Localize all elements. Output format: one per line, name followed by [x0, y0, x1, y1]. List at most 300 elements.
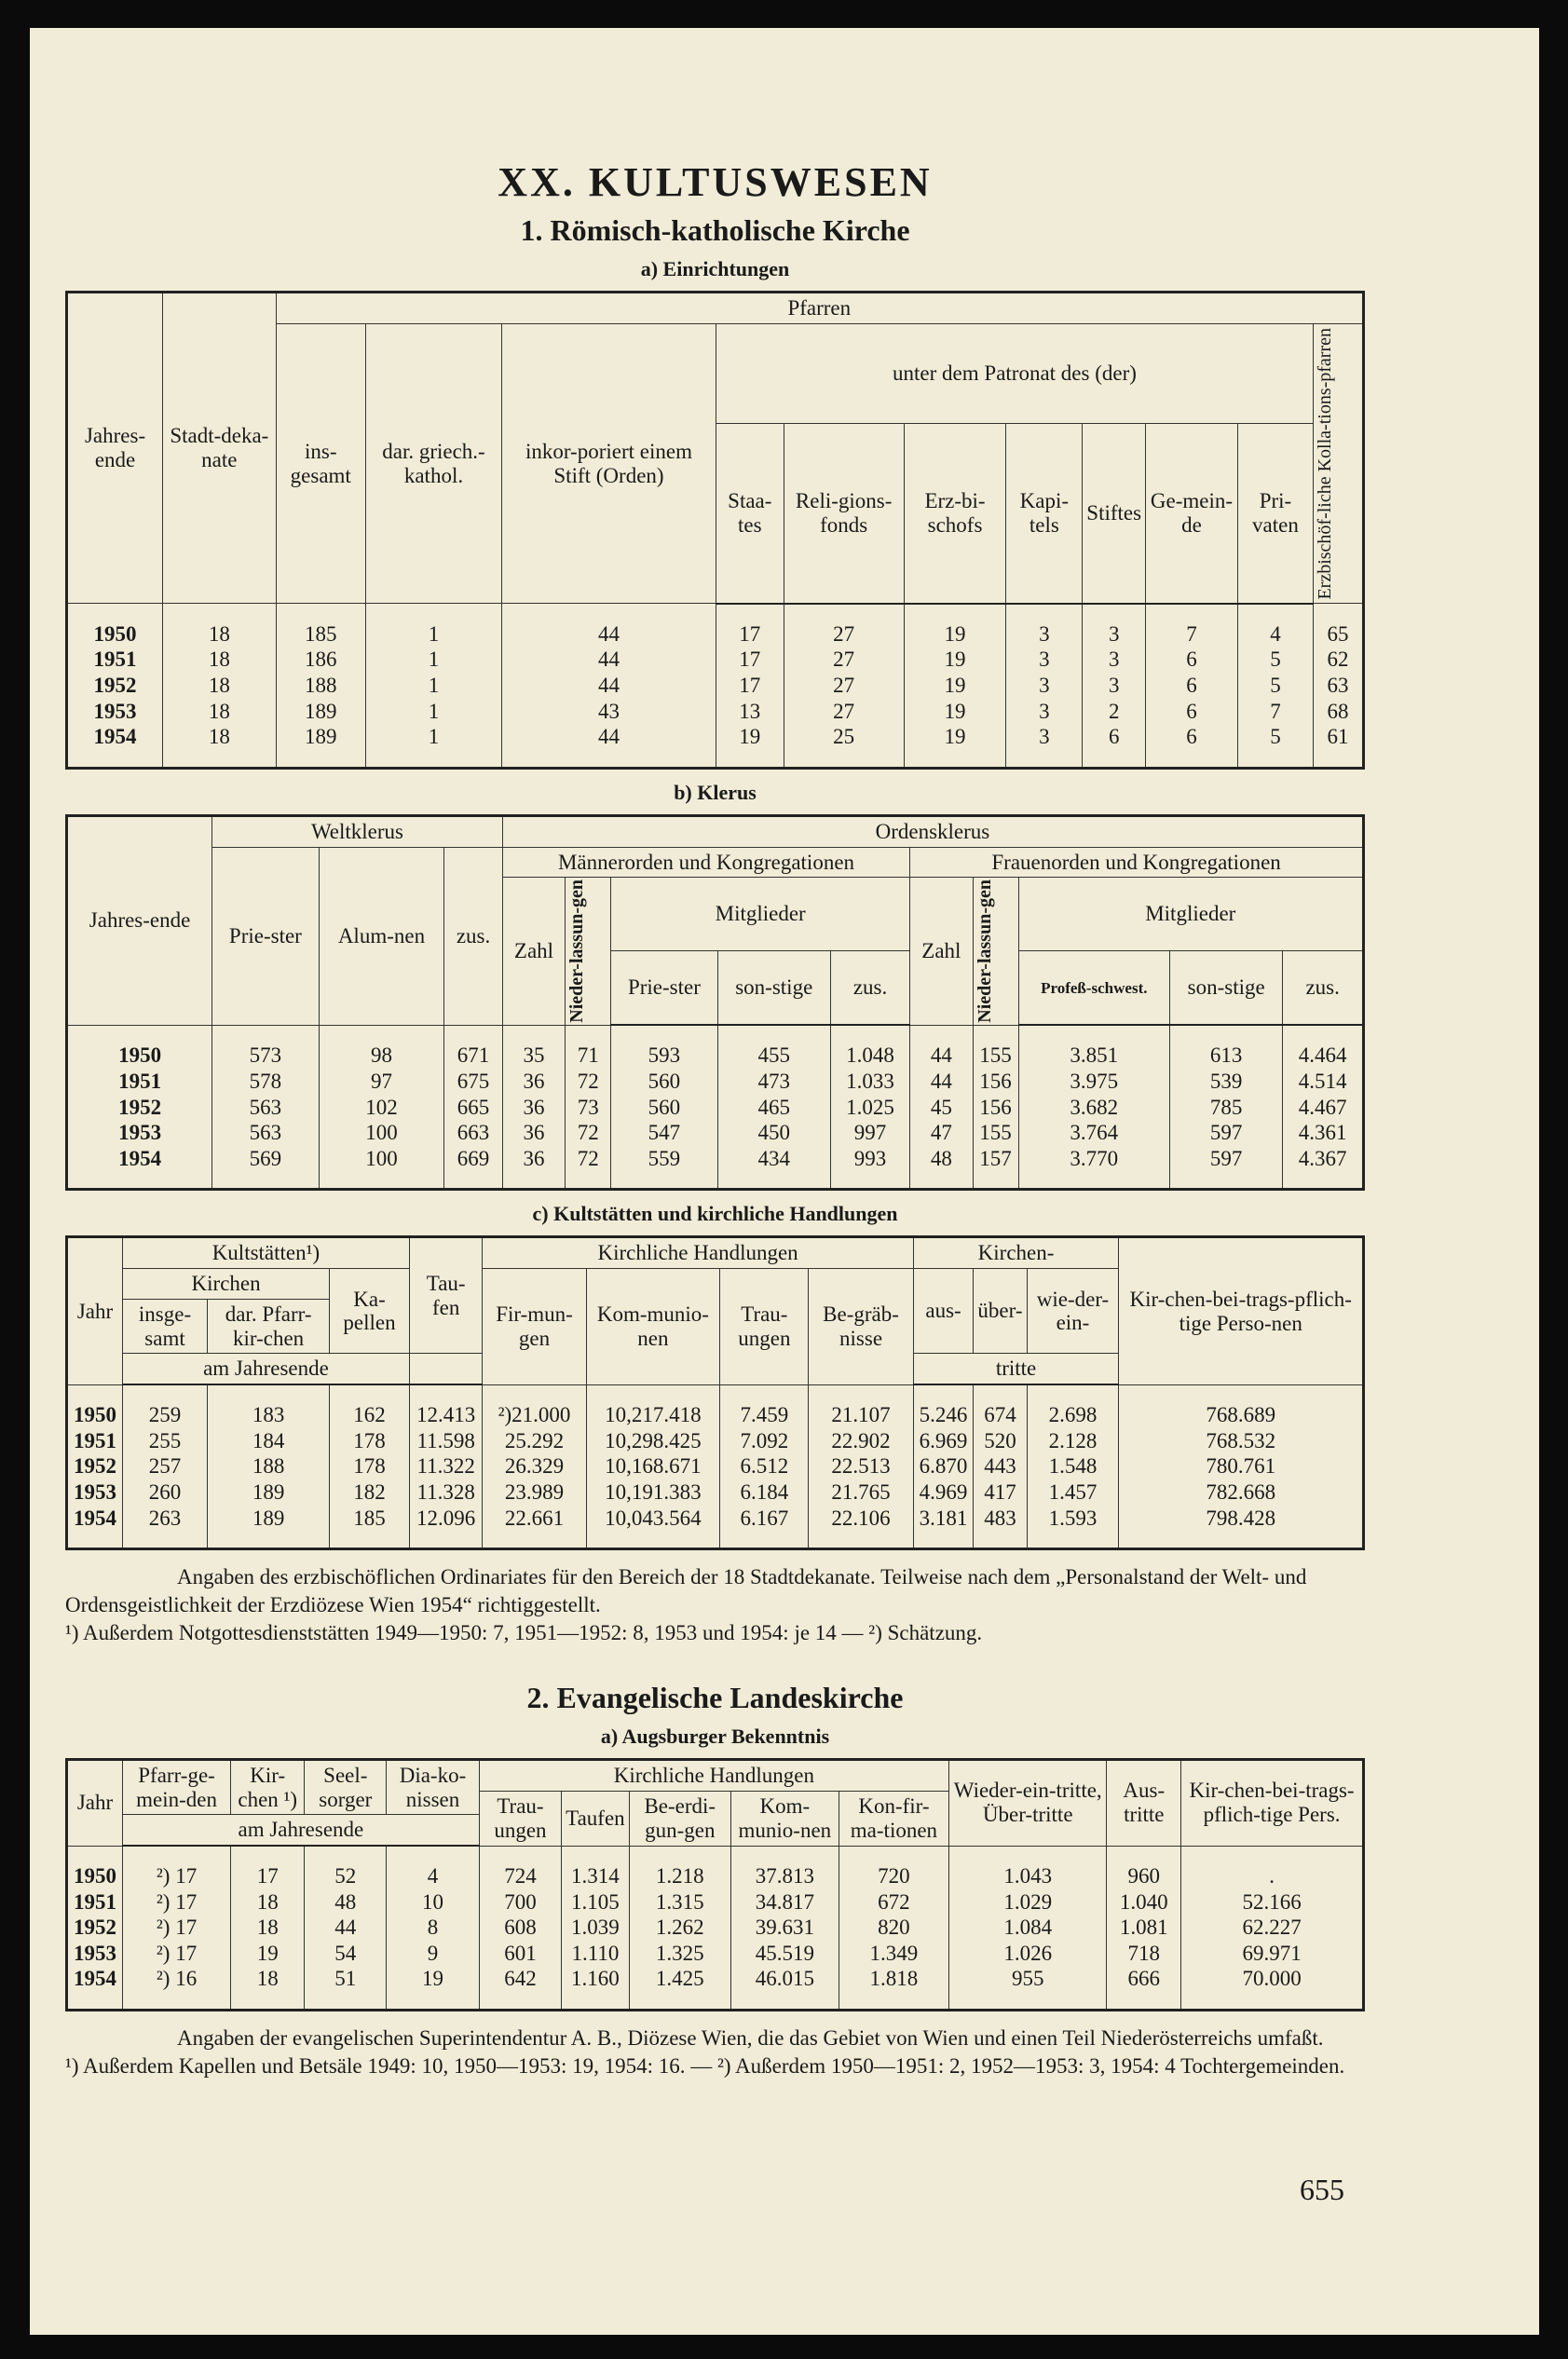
table-cell: 2	[1083, 699, 1146, 725]
table-cell: 260	[123, 1479, 208, 1506]
table-cell: 189	[208, 1506, 330, 1549]
table-cell: ²) 17	[123, 1915, 231, 1941]
page-number: 655	[1300, 2173, 1344, 2206]
table-cell: 675	[444, 1069, 503, 1095]
table-cell: 9	[387, 1941, 480, 1967]
table-cell: 156	[973, 1095, 1018, 1121]
table-klerus	[65, 814, 1365, 1192]
table-cell: 1	[365, 604, 501, 648]
table-cell: 1.349	[839, 1941, 948, 1967]
table-cell: 18	[163, 604, 276, 648]
col-year: Jahres-ende	[67, 815, 212, 1025]
table-a-body	[67, 604, 1364, 768]
table-cell: 3	[1006, 604, 1083, 648]
table-row	[67, 647, 1364, 673]
table-cell: 1.039	[562, 1915, 630, 1941]
table-cell: 51	[305, 1966, 387, 2010]
row-year: 1951	[67, 1069, 212, 1095]
table-row	[67, 1384, 1364, 1428]
table-cell: 19	[904, 647, 1006, 673]
table-cell: 63	[1314, 673, 1364, 699]
col-stadtdekanate: Stadt-deka-nate	[163, 293, 276, 604]
table-cell: 44	[502, 604, 716, 648]
row-year: 1950	[67, 1025, 212, 1069]
col-trauungen: Trau-ungen	[720, 1269, 809, 1385]
footnotes-2	[65, 2025, 1365, 2080]
col-m-sonstige: son-stige	[717, 951, 830, 1026]
table-cell: 613	[1170, 1025, 1283, 1069]
table-cell: 21.107	[809, 1384, 913, 1428]
table-cell: 72	[566, 1069, 611, 1095]
table-cell: 3.181	[913, 1506, 974, 1549]
table-cell: 54	[305, 1941, 387, 1967]
table-cell: 27	[784, 647, 904, 673]
table-cell: 36	[502, 1069, 565, 1095]
table-cell: 17	[716, 647, 784, 673]
table-cell: 1.315	[629, 1889, 730, 1916]
table-cell: 188	[276, 673, 365, 699]
col-kirchen: Kirchen	[123, 1269, 330, 1300]
row-year: 1950	[67, 1846, 123, 1889]
col-taufen: Taufen	[562, 1791, 630, 1846]
table-cell: 72	[566, 1146, 611, 1190]
tritte-label: tritte	[913, 1354, 1119, 1384]
table-cell: 10	[387, 1889, 480, 1916]
table-cell: 18	[231, 1915, 305, 1941]
table-cell: 6.969	[913, 1428, 974, 1454]
table-cell: 563	[212, 1120, 319, 1146]
row-year: 1953	[67, 1120, 212, 1146]
table-cell: 26.329	[483, 1453, 586, 1479]
table-cell: 255	[123, 1428, 208, 1454]
table-cell: 3	[1006, 673, 1083, 699]
table-cell: 1.548	[1027, 1453, 1119, 1479]
table-cell: 3	[1006, 699, 1083, 725]
table-einrichtungen	[65, 291, 1365, 770]
table-cell: 1.105	[562, 1889, 630, 1916]
table-cell: 178	[330, 1453, 410, 1479]
table-cell: 718	[1107, 1941, 1181, 1967]
row-year: 1950	[67, 1384, 123, 1428]
table-cell: 560	[611, 1095, 717, 1121]
col-priester: Prie-ster	[212, 847, 319, 1025]
row-year: 1954	[67, 1506, 123, 1549]
row-year: 1951	[67, 1889, 123, 1916]
col-religionsfonds: Reli-gions-fonds	[784, 424, 904, 604]
am-jahresende-label: am Jahresende	[123, 1815, 480, 1846]
table-cell: 560	[611, 1069, 717, 1095]
table-cell: 608	[479, 1915, 561, 1941]
table-cell: 61	[1314, 724, 1364, 768]
table-cell: 671	[444, 1025, 503, 1069]
col-kapitels: Kapi-tels	[1006, 424, 1083, 604]
table-cell: 559	[611, 1146, 717, 1190]
table-cell: 263	[123, 1506, 208, 1549]
table-cell: 19	[231, 1941, 305, 1967]
col-pfarrkirchen: dar. Pfarr-kir-chen	[208, 1299, 330, 1354]
row-year: 1953	[67, 699, 163, 725]
col-taufen-blank	[409, 1354, 483, 1384]
table-cell: 700	[479, 1889, 561, 1916]
col-m-niederlassungen	[566, 878, 611, 1026]
table-cell: 13	[716, 699, 784, 725]
table-cell: 455	[717, 1025, 830, 1069]
table-cell: 601	[479, 1941, 561, 1967]
table-cell: 1.425	[629, 1966, 730, 2010]
col-kapellen: Ka-pellen	[330, 1269, 410, 1354]
table-cell: 18	[163, 724, 276, 768]
table-cell: 1.033	[830, 1069, 909, 1095]
col-seelsorger: Seel-sorger	[305, 1759, 387, 1815]
table-cell: 18	[231, 1889, 305, 1916]
row-year: 1952	[67, 1095, 212, 1121]
table-cell: 3	[1083, 604, 1146, 648]
table-cell: 642	[479, 1966, 561, 2010]
table-row	[67, 699, 1364, 725]
table-cell: 4.969	[913, 1479, 974, 1506]
table-cell: 1.110	[562, 1941, 630, 1967]
table-cell: 1.043	[949, 1846, 1107, 1889]
table-cell: 3.851	[1018, 1025, 1170, 1069]
table-cell: 23.989	[483, 1479, 586, 1506]
table-cell: 188	[208, 1453, 330, 1479]
table-cell: 1.160	[562, 1966, 630, 2010]
section-2-title: 2. Evangelische Landeskirche	[526, 1680, 904, 1714]
kollationspfarren-label: Erzbischöf-liche Kolla-tions-pfarren	[1315, 327, 1335, 600]
table-cell: 782.668	[1119, 1479, 1364, 1506]
col-firmungen: Fir-mun-gen	[483, 1269, 586, 1385]
table-cell: 37.813	[730, 1846, 839, 1889]
col-gemeinde: Ge-mein-de	[1146, 424, 1238, 604]
col-griech-kathol: dar. griech.-kathol.	[365, 323, 501, 604]
table-cell: 65	[1314, 604, 1364, 648]
table-cell: 22.661	[483, 1506, 586, 1549]
col-jahr: Jahr	[67, 1237, 123, 1384]
table-cell: 184	[208, 1428, 330, 1454]
table-cell: 157	[973, 1146, 1018, 1190]
col-patronat: unter dem Patronat des (der)	[716, 323, 1313, 423]
table-augsburger-bekenntnis	[65, 1758, 1365, 2011]
table-cell: 3.770	[1018, 1146, 1170, 1190]
table-cell: 10,217.418	[586, 1384, 720, 1428]
table-cell: 1.457	[1027, 1479, 1119, 1506]
table-cell: 1	[365, 699, 501, 725]
table-cell: 578	[212, 1069, 319, 1095]
table-cell: 100	[319, 1146, 444, 1190]
col-wiedereintritte: wie-der-ein-	[1027, 1269, 1119, 1354]
table-cell: 186	[276, 647, 365, 673]
table-cell: 45.519	[730, 1941, 839, 1967]
table-row	[67, 1069, 1364, 1095]
table-cell: 19	[904, 699, 1006, 725]
table-cell: 189	[276, 724, 365, 768]
table-cell: 10,298.425	[586, 1428, 720, 1454]
col-taufen: Tau-fen	[409, 1237, 483, 1354]
col-inkorporiert: inkor-poriert einem Stift (Orden)	[502, 323, 716, 604]
table-cell: 768.532	[1119, 1428, 1364, 1454]
table-cell: 1.593	[1027, 1506, 1119, 1549]
table-cell: 257	[123, 1453, 208, 1479]
table-kultstaetten	[65, 1235, 1365, 1550]
col-kirchliche-handlungen: Kirchliche Handlungen	[479, 1759, 948, 1791]
table-cell: 47	[910, 1120, 973, 1146]
table-cell: 3	[1006, 647, 1083, 673]
table-cell: 12.413	[409, 1384, 483, 1428]
table-cell: 434	[717, 1146, 830, 1190]
col-year: Jahres-ende	[67, 293, 163, 604]
col-f-mitglieder: Mitglieder	[1018, 878, 1363, 951]
table-cell: 4.464	[1283, 1025, 1364, 1069]
table-cell: 573	[212, 1025, 319, 1069]
table-cell: 44	[910, 1069, 973, 1095]
table-cell: 1.218	[629, 1846, 730, 1889]
col-kirchen-insgesamt: insge-samt	[123, 1299, 208, 1354]
table-cell: 1	[365, 673, 501, 699]
am-jahresende-label: am Jahresende	[123, 1354, 410, 1384]
table-cell: ²) 17	[123, 1941, 231, 1967]
table-cell: ²) 17	[123, 1846, 231, 1889]
table-cell: 7	[1237, 699, 1313, 725]
table-cell: 19	[904, 724, 1006, 768]
table-cell: 73	[566, 1095, 611, 1121]
table-cell: 71	[566, 1025, 611, 1069]
row-year: 1952	[67, 1915, 123, 1941]
footnotes-1	[65, 1563, 1365, 1647]
table-row	[67, 1146, 1364, 1190]
table-cell: 11.328	[409, 1479, 483, 1506]
m-niederlassungen-label: Nieder-lassun-gen	[566, 880, 588, 1023]
table-cell: 1.084	[949, 1915, 1107, 1941]
table-cell: 539	[1170, 1069, 1283, 1095]
page	[30, 28, 1539, 2335]
table-cell: 10,043.564	[586, 1506, 720, 1549]
table-cell: 11.322	[409, 1453, 483, 1479]
table-row	[67, 604, 1364, 648]
table-cell: 1.081	[1107, 1915, 1181, 1941]
col-f-niederlassungen	[973, 878, 1018, 1026]
table-cell: 5	[1237, 724, 1313, 768]
col-m-zus: zus.	[830, 951, 909, 1026]
table-cell: 1.325	[629, 1941, 730, 1967]
table-cell: 3.975	[1018, 1069, 1170, 1095]
table-cell: 4.361	[1283, 1120, 1364, 1146]
table-row	[67, 1889, 1364, 1916]
table-cell: 25.292	[483, 1428, 586, 1454]
table-cell: 52.166	[1181, 1889, 1364, 1916]
table-cell: 6.870	[913, 1453, 974, 1479]
table-cell: 3.682	[1018, 1095, 1170, 1121]
table-cell: 960	[1107, 1846, 1181, 1889]
table-cell: ²) 16	[123, 1966, 231, 2010]
table-cell: 666	[1107, 1966, 1181, 2010]
row-year: 1950	[67, 604, 163, 648]
row-year: 1952	[67, 673, 163, 699]
table-cell: 663	[444, 1120, 503, 1146]
col-austritte: Aus-tritte	[1107, 1759, 1181, 1846]
col-diakonissen: Dia-ko-nissen	[387, 1759, 480, 1815]
table-cell: 45	[910, 1095, 973, 1121]
table-row	[67, 1025, 1364, 1069]
table-cell: 44	[502, 647, 716, 673]
table-cell: 22.902	[809, 1428, 913, 1454]
table-cell: 189	[276, 699, 365, 725]
table-cell: 36	[502, 1146, 565, 1190]
table-cell: 6	[1146, 699, 1238, 725]
col-kommunionen: Kom-munio-nen	[586, 1269, 720, 1385]
table-row	[67, 1846, 1364, 1889]
table-cell: 162	[330, 1384, 410, 1428]
table-cell: 100	[319, 1120, 444, 1146]
table-cell: 1.029	[949, 1889, 1107, 1916]
table-cell: 155	[973, 1120, 1018, 1146]
section-1-title: 1. Römisch-katholische Kirche	[520, 213, 910, 247]
table-cell: 72	[566, 1120, 611, 1146]
table-cell: 547	[611, 1120, 717, 1146]
table-cell: 669	[444, 1146, 503, 1190]
table-cell: 563	[212, 1095, 319, 1121]
table-c-title: c) Kultstätten und kirchliche Handlungen	[532, 1202, 898, 1226]
footnote-source-2: Angaben der evangelischen Superintendentur A. B., Diözese Wien, die das Gebiet von Wien und einen Teil Niederösterreichs umfaßt.	[177, 2026, 1324, 2051]
table-cell: 17	[716, 673, 784, 699]
table-cell: 183	[208, 1384, 330, 1428]
table-cell: 6.512	[720, 1453, 809, 1479]
table-cell: 1	[365, 647, 501, 673]
table-cell: 4.367	[1283, 1146, 1364, 1190]
table-cell: 48	[910, 1146, 973, 1190]
table-row	[67, 1966, 1364, 2010]
table-cell: 6	[1083, 724, 1146, 768]
row-year: 1951	[67, 647, 163, 673]
table-cell: 70.000	[1181, 1966, 1364, 2010]
table-row	[67, 1453, 1364, 1479]
table-cell: 68	[1314, 699, 1364, 725]
table-cell: 417	[974, 1479, 1027, 1506]
col-f-professschwestern: Profeß-schwest.	[1018, 951, 1170, 1026]
table-cell: 955	[949, 1966, 1107, 2010]
table-cell: 10,191.383	[586, 1479, 720, 1506]
table-cell: 52	[305, 1846, 387, 1889]
table-cell: 27	[784, 604, 904, 648]
col-frauenorden: Frauenorden und Kongregationen	[910, 847, 1364, 878]
table-cell: 185	[330, 1506, 410, 1549]
table-cell: 19	[716, 724, 784, 768]
table-cell: 35	[502, 1025, 565, 1069]
chapter-title: XX. KULTUSWESEN	[498, 159, 933, 205]
content	[65, 130, 1365, 2080]
col-insgesamt: ins-gesamt	[276, 323, 365, 604]
col-f-zus: zus.	[1283, 951, 1364, 1026]
table-cell: 3	[1006, 724, 1083, 768]
table-row	[67, 724, 1364, 768]
table-cell: 2.698	[1027, 1384, 1119, 1428]
table-cell: 2.128	[1027, 1428, 1119, 1454]
table-cell: 10,168.671	[586, 1453, 720, 1479]
table-cell: 4.514	[1283, 1069, 1364, 1095]
table-cell: 18	[163, 699, 276, 725]
table-cell: 259	[123, 1384, 208, 1428]
table-cell: 780.761	[1119, 1453, 1364, 1479]
table-cell: 1.262	[629, 1915, 730, 1941]
col-maennerorden: Männerorden und Kongregationen	[502, 847, 909, 878]
table-c-body	[67, 1384, 1364, 1548]
table-cell: 6.167	[720, 1506, 809, 1549]
table-cell: 69.971	[1181, 1941, 1364, 1967]
row-year: 1954	[67, 1966, 123, 2010]
footnote-2: ¹) Außerdem Kapellen und Betsäle 1949: 10, 1950—1953: 19, 1954: 16. — ²) Außerdem 1950—1951: 2, 1952—1953: 3, 1954: 4 Tochtergemeinden.	[65, 2053, 1345, 2078]
table-cell: 597	[1170, 1146, 1283, 1190]
table-cell: 18	[163, 673, 276, 699]
table-cell: 1	[365, 724, 501, 768]
table-cell: 6.184	[720, 1479, 809, 1506]
table-cell: 798.428	[1119, 1506, 1364, 1549]
table-cell: 44	[305, 1915, 387, 1941]
table-cell: ²)21.000	[483, 1384, 586, 1428]
table-cell: 25	[784, 724, 904, 768]
table-row	[67, 1941, 1364, 1967]
table-row	[67, 673, 1364, 699]
table-cell: 3.764	[1018, 1120, 1170, 1146]
table-cell: 593	[611, 1025, 717, 1069]
col-ordensklerus: Ordensklerus	[502, 815, 1363, 847]
col-kirchen: Kir-chen ¹)	[231, 1759, 305, 1815]
table-cell: 720	[839, 1846, 948, 1889]
table-cell: 189	[208, 1479, 330, 1506]
table-cell: 4	[387, 1846, 480, 1889]
col-kultstaetten: Kultstätten¹)	[123, 1237, 410, 1269]
col-weltklerus: Weltklerus	[212, 815, 503, 847]
table-cell: 7.092	[720, 1428, 809, 1454]
table-cell: 17	[716, 604, 784, 648]
table-cell: 785	[1170, 1095, 1283, 1121]
table-cell: 156	[973, 1069, 1018, 1095]
table-cell: 36	[502, 1095, 565, 1121]
col-f-sonstige: son-stige	[1170, 951, 1283, 1026]
col-kollationspfarren	[1314, 323, 1364, 604]
col-trauungen: Trau-ungen	[479, 1791, 561, 1846]
table-cell: 3	[1083, 673, 1146, 699]
table-cell: 43	[502, 699, 716, 725]
table-cell: 4.467	[1283, 1095, 1364, 1121]
table-cell: 19	[387, 1966, 480, 2010]
table-cell: 6	[1146, 673, 1238, 699]
table-cell: 12.096	[409, 1506, 483, 1549]
col-alumnen: Alum-nen	[319, 847, 444, 1025]
table-cell: 27	[784, 673, 904, 699]
col-begraebnisse: Be-gräb-nisse	[809, 1269, 913, 1385]
table-cell: 820	[839, 1915, 948, 1941]
table-cell: 6	[1146, 647, 1238, 673]
table-cell: 7	[1146, 604, 1238, 648]
table-d-title: a) Augsburger Bekenntnis	[600, 1724, 830, 1748]
table-cell: 44	[502, 724, 716, 768]
table-b-body	[67, 1025, 1364, 1189]
table-cell: 665	[444, 1095, 503, 1121]
table-cell: 155	[973, 1025, 1018, 1069]
table-cell: 17	[231, 1846, 305, 1889]
table-cell: 724	[479, 1846, 561, 1889]
table-cell: 672	[839, 1889, 948, 1916]
table-cell: .	[1181, 1846, 1364, 1889]
table-cell: 1.040	[1107, 1889, 1181, 1916]
table-cell: 450	[717, 1120, 830, 1146]
table-cell: 21.765	[809, 1479, 913, 1506]
table-cell: 19	[904, 604, 1006, 648]
table-cell: 27	[784, 699, 904, 725]
table-cell: 569	[212, 1146, 319, 1190]
table-cell: 22.513	[809, 1453, 913, 1479]
table-cell: 11.598	[409, 1428, 483, 1454]
table-cell: 19	[904, 673, 1006, 699]
